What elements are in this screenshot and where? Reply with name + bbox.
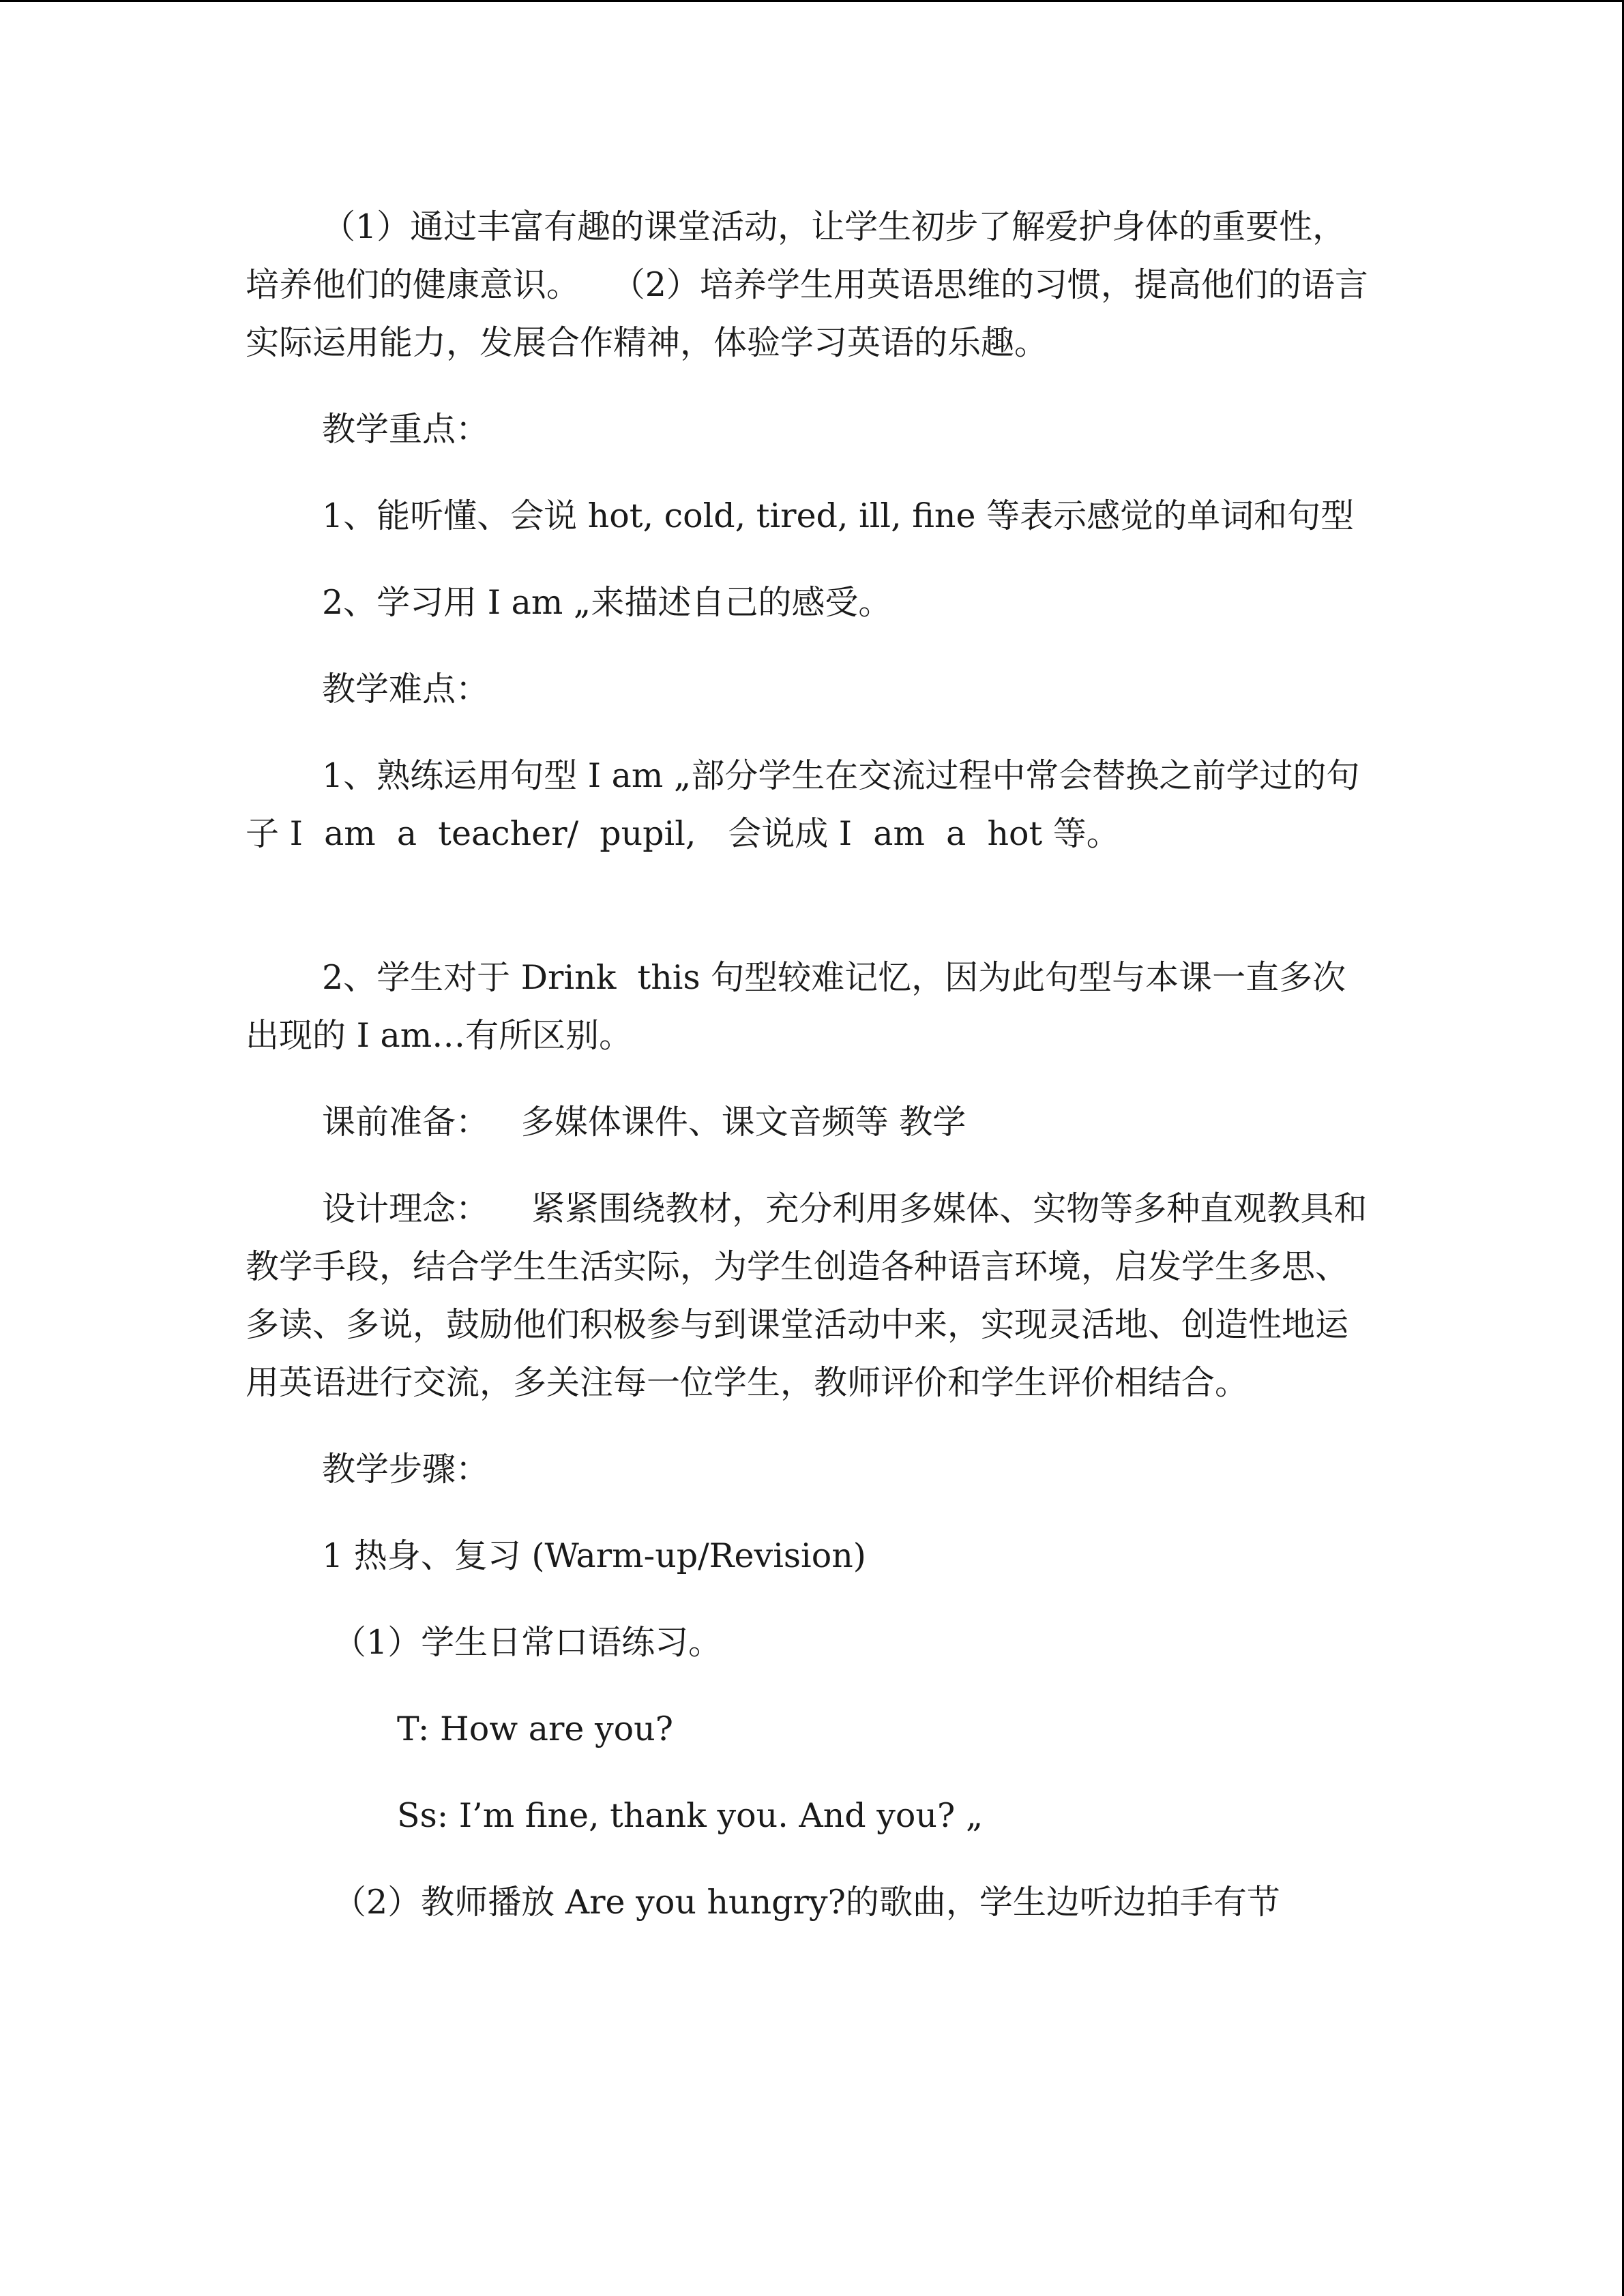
- key-points-heading: 教学重点：: [322, 410, 490, 449]
- step-1-heading: 1 热身、复习 (Warm-up/Revision): [322, 1536, 866, 1575]
- step-1-item-1: （1）学生日常口语练习。: [333, 1623, 722, 1662]
- design-concept-paragraph: 设计理念： 紧紧围绕教材，充分利用多媒体、实物等多种直观教具和教学手段，结合学生生活实际，为学生创造各种语言环境，启发学生多思、多读、多说，鼓励他们积极参与到课堂活动中来，实现灵活地、创造性地运用英语进行交流，多关注每一位学生，教师评价和学生评价相结合。: [246, 1189, 1368, 1402]
- difficulty-2: 2、学生对于 Drink this 句型较难记忆，因为此句型与本课一直多次出现的 I am…有所区别。: [246, 958, 1346, 1055]
- document-page: [246, 198, 1378, 1931]
- key-point-1: 1、能听懂、会说 hot, cold, tired, ill, fine 等表示感觉的单词和句型: [322, 496, 1355, 535]
- difficulties-heading: 教学难点：: [322, 670, 490, 709]
- objectives-paragraph: （1）通过丰富有趣的课堂活动，让学生初步了解爱护身体的重要性，培养他们的健康意识。 （2）培养学生用英语思维的习惯，提高他们的语言实际运用能力，发展合作精神，体验学习英语的乐趣。: [246, 207, 1368, 362]
- teaching-steps-heading: 教学步骤：: [322, 1450, 490, 1489]
- preparation-line: 课前准备： 多媒体课件、课文音频等 教学: [322, 1103, 966, 1142]
- difficulty-1: 1、熟练运用句型 I am „部分学生在交流过程中常会替换之前学过的句子 I am a teacher/ pupil, 会说成 I am a hot 等。: [246, 756, 1360, 853]
- page-top-border: [0, 0, 1624, 2]
- dialogue-line-students: Ss: I’m fine, thank you. And you? „: [397, 1796, 984, 1835]
- dialogue-line-teacher: T: How are you?: [397, 1710, 673, 1748]
- key-point-2: 2、学习用 I am „来描述自己的感受。: [322, 583, 892, 622]
- step-1-item-2: （2）教师播放 Are you hungry?的歌曲，学生边听边拍手有节: [333, 1883, 1280, 1922]
